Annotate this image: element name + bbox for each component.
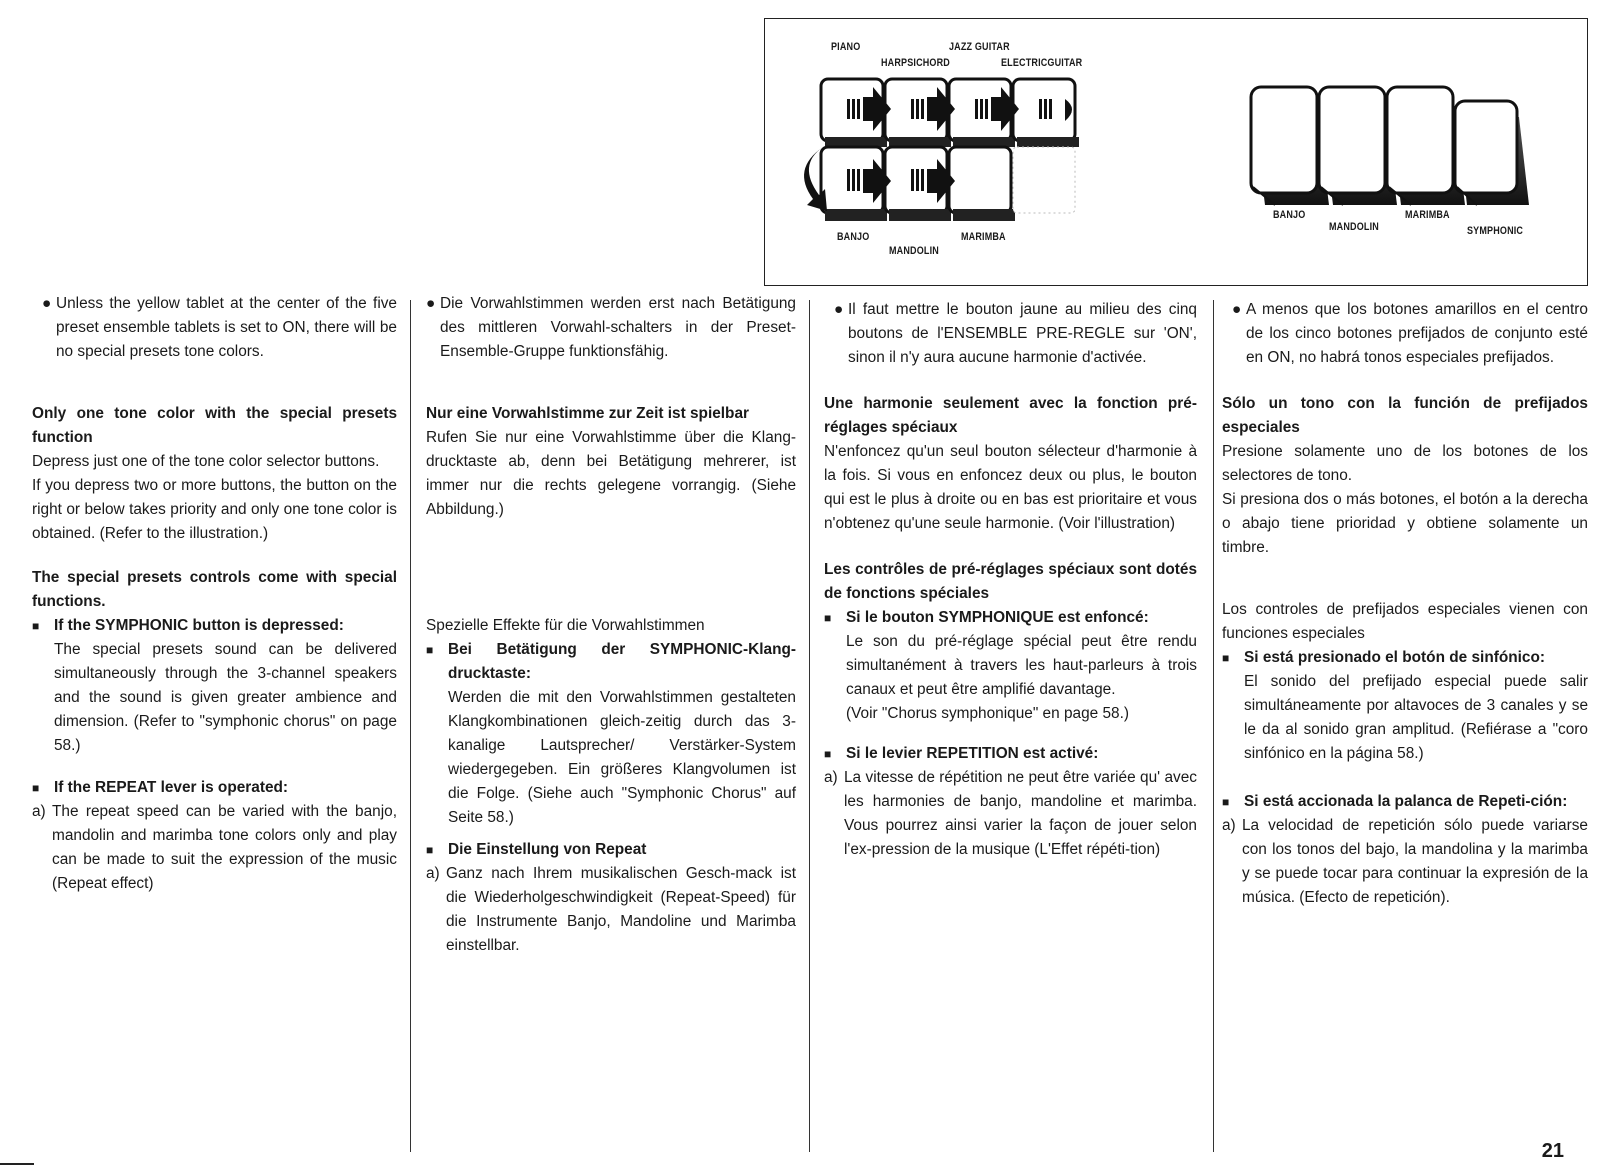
label-harpsichord: HARPSICHORD bbox=[881, 57, 950, 69]
german-heading-1: Nur eine Vorwahlstimme zur Zeit ist spielbar bbox=[426, 405, 749, 422]
label-jazz-guitar: JAZZ GUITAR bbox=[949, 41, 1010, 53]
german-symphonic-title: Bei Betätigung der SYMPHONIC-Klang-drucktaste: bbox=[448, 641, 796, 682]
german-repeat-title: Die Einstellung von Repeat bbox=[448, 841, 647, 858]
german-heading-2: Spezielle Effekte für die Vorwahlstimmen bbox=[426, 617, 705, 634]
french-intro: Il faut mettre le bouton jaune au milieu des cinq boutons de l'ENSEMBLE PRE-REGLE sur 'ON', sinon il n'y aura aucune harmonie d'activée. bbox=[848, 301, 1197, 366]
label-mandolin: MANDOLIN bbox=[889, 245, 939, 257]
button-marimba bbox=[949, 147, 1015, 221]
tablet-label-marimba: MARIMBA bbox=[1405, 209, 1450, 221]
french-heading-2: Les contrôles de pré-réglages spéciaux sont dotés de fonctions spéciales bbox=[824, 561, 1197, 602]
english-list-marker-a: a) bbox=[32, 803, 46, 820]
column-german: ● Die Vorwahlstimmen werden erst nach Betätigung des mittleren Vorwahl-schalters in der Preset-Ensemble-Gruppe funktionsfähig. Nur eine Vorwahlstimme zur Zeit ist spielbar Rufen Sie nur eine Vorwahlstimme über die Klang-drucktaste ab, denn bei Betätigung mehrerer, ist immer nur die rechts gelegene vorrangig. (Siehe Abbildung.) Spezielle Effekte für die Vorwahlstimmen ■ Bei Betätigung der SYMPHONIC-Klang-drucktaste: Werden die mit den Vorwahlstimmen gestalteten Klangkombinationen gleich-zeitig durch das 3-kanalige Lautsprecher/ Verstärker-System wiedergegeben. Ein größeres Klangvolumen ist die Folge. (Siehe auch "Symphonic Chorus" auf Seite 58.) ■ Die Einstellung von Repeat a) Ganz nach Ihrem musikalischen Gesch-mack ist die Wiederholgeschwindigkeit (Repeat-Speed) für die Instrumente Banjo, Mandoline und Marimba einstellbar. bbox=[426, 292, 796, 958]
spanish-heading-1: Sólo un tono con la función de prefijados especiales bbox=[1222, 395, 1588, 436]
label-marimba: MARIMBA bbox=[961, 231, 1006, 243]
english-repeat-title: If the REPEAT lever is operated: bbox=[54, 779, 289, 796]
label-electric-guitar: ELECTRICGUITAR bbox=[1001, 57, 1083, 69]
french-list-marker-a: a) bbox=[824, 769, 838, 786]
spanish-heading-2: Los controles de prefijados especiales vienen con funciones especiales bbox=[1222, 601, 1588, 642]
spanish-symphonic-title: Si está presionado el botón de sinfónico: bbox=[1244, 649, 1546, 666]
english-symphonic-body: The special presets sound can be delivered simultaneously through the 3-channel speakers and the sound is given greater ambience and dimension. (Refer to "symphonic chorus" on page 58.) bbox=[54, 641, 397, 754]
column-english: ● Unless the yellow tablet at the center of the five preset ensemble tablets is set to ON, there will be no special presets tone colors. Only one tone color with the special presets function Depress just one of the tone color selector buttons. If you depress two or more buttons, the button on the right or below takes priority and only one tone color is obtained. (Refer to the illustration.) The special presets controls come with special functions. ■ If the SYMPHONIC button is depressed: The special presets sound can be delivered simultaneously through the 3-channel speakers and the sound is given greater ambience and dimension. (Refer to "symphonic chorus" on page 58.) ■ If the REPEAT lever is operated: a) The repeat speed can be varied with the banjo, mandolin and marimba tone colors only and play can be made to suit the expression of the music (Repeat effect) bbox=[32, 292, 397, 896]
column-divider-2 bbox=[809, 300, 810, 1152]
spanish-repeat-title: Si está accionada la palanca de Repeti-ción: bbox=[1244, 793, 1568, 810]
french-symphonic-body: Le son du pré-réglage spécial peut être rendu simultanément à travers les haut-parleurs à trois canaux et peut être amplifié davantage. bbox=[846, 633, 1197, 698]
tablet-label-banjo: BANJO bbox=[1273, 209, 1306, 221]
crop-mark bbox=[0, 1163, 34, 1165]
column-divider-1 bbox=[410, 300, 411, 1152]
french-repeat-title: Si le levier REPETITION est activé: bbox=[846, 745, 1099, 762]
tablet-label-symphonic: SYMPHONIC bbox=[1467, 225, 1524, 237]
tone-selector-illustration bbox=[764, 18, 1588, 286]
label-banjo: BANJO bbox=[837, 231, 870, 243]
french-repeat-body: La vitesse de répétition ne peut être variée qu' avec les harmonies de banjo, mandoline et marimba. Vous pourrez ainsi varier la façon de jouer selon l'ex-pression de la musique (L'Effet répéti-tion) bbox=[844, 769, 1197, 858]
english-heading-1: Only one tone color with the special presets function bbox=[32, 405, 397, 446]
column-divider-3 bbox=[1213, 300, 1214, 1152]
tablet-mandolin bbox=[1319, 87, 1397, 205]
english-intro: Unless the yellow tablet at the center of the five preset ensemble tablets is set to ON, there will be no special presets tone colors. bbox=[56, 295, 397, 360]
column-spanish: ● A menos que los botones amarillos en el centro de los cinco botones prefijados de conjunto esté en ON, no habrá tonos especiales prefijados. Sólo un tono con la función de prefijados especiales Presione solamente uno de los botones de los selectores de tono. Si presiona dos o más botones, el botón a la derecha o abajo tiene prioridad y obtiene solamente un timbre. Los controles de prefijados especiales vienen con funciones especiales ■ Si está presionado el botón de sinfónico: El sonido del prefijado especial puede salir simultáneamente por altavoces de 3 canales y se le da al sonido gran amplitud. (Refiérase a "coro sinfónico en la página 58.) ■ Si está accionada la palanca de Repeti-ción: a) La velocidad de repetición sólo puede variarse con los tonos del bajo, la mandolina y la marimba y se puede tocar para continuar la expresión de la música. (Efecto de repetición). bbox=[1222, 298, 1588, 910]
french-heading-1: Une harmonie seulement avec la fonction pré-réglages spéciaux bbox=[824, 395, 1197, 436]
spanish-list-marker-a: a) bbox=[1222, 817, 1236, 834]
english-paragraph-2: If you depress two or more buttons, the button on the right or below takes priority and only one tone color is obtained. (Refer to the illustration.) bbox=[32, 477, 397, 542]
german-list-marker-a: a) bbox=[426, 865, 440, 882]
spanish-paragraph-2: Si presiona dos o más botones, el botón a la derecha o abajo tiene prioridad y obtiene solamente un timbre. bbox=[1222, 491, 1588, 556]
french-paragraph-1: N'enfoncez qu'un seul bouton sélecteur d'harmonie à la fois. Si vous en enfoncez deux ou plus, le bouton qui est le plus à droite ou en bas est prioritaire et vous n'obtenez qu'une seule harmonie. (Voir l'illustration) bbox=[824, 443, 1197, 532]
spanish-symphonic-body: El sonido del prefijado especial puede salir simultáneamente por altavoces de 3 canales y se le da al sonido gran amplitud. (Refiérase a "coro sinfónico en la página 58.) bbox=[1244, 673, 1588, 762]
english-heading-2: The special presets controls come with special functions. bbox=[32, 569, 397, 610]
german-repeat-body: Ganz nach Ihrem musikalischen Gesch-mack ist die Wiederholgeschwindigkeit (Repeat-Speed) für die Instrumente Banjo, Mandoline und Marimba einstellbar. bbox=[446, 865, 796, 954]
german-intro: Die Vorwahlstimmen werden erst nach Betätigung des mittleren Vorwahl-schalters in der Preset-Ensemble-Gruppe funktionsfähig. bbox=[440, 295, 796, 360]
spanish-paragraph-1: Presione solamente uno de los botones de los selectores de tono. bbox=[1222, 443, 1588, 484]
english-paragraph-1: Depress just one of the tone color selector buttons. bbox=[32, 453, 380, 470]
label-piano: PIANO bbox=[831, 41, 861, 53]
spanish-repeat-body: La velocidad de repetición sólo puede variarse con los tonos del bajo, la mandolina y la marimba y se puede tocar para continuar la expresión de la música. (Efecto de repetición). bbox=[1242, 817, 1588, 906]
spanish-intro: A menos que los botones amarillos en el centro de los cinco botones prefijados de conjunto esté en ON, no habrá tonos especiales prefijados. bbox=[1246, 301, 1588, 366]
tablet-banjo bbox=[1251, 87, 1329, 205]
german-symphonic-body: Werden die mit den Vorwahlstimmen gestalteten Klangkombinationen gleich-zeitig durch das 3-kanalige Lautsprecher/ Verstärker-System wiedergegeben. Ein größeres Klangvolumen ist die Folge. (Siehe auch "Symphonic Chorus" auf Seite 58.) bbox=[448, 689, 796, 826]
column-french: ● Il faut mettre le bouton jaune au milieu des cinq boutons de l'ENSEMBLE PRE-REGLE sur 'ON', sinon il n'y aura aucune harmonie d'activée. Une harmonie seulement avec la fonction pré-réglages spéciaux N'enfoncez qu'un seul bouton sélecteur d'harmonie à la fois. Si vous en enfoncez deux ou plus, le bouton qui est le plus à droite ou en bas est prioritaire et vous n'obtenez qu'une seule harmonie. (Voir l'illustration) Les contrôles de pré-réglages spéciaux sont dotés de fonctions spéciales ■ Si le bouton SYMPHONIQUE est enfoncé: Le son du pré-réglage spécial peut être rendu simultanément à travers les haut-parleurs à trois canaux et peut être amplifié davantage. (Voir "Chorus symphonique" en page 58.) ■ Si le levier REPETITION est activé: a) La vitesse de répétition ne peut être variée qu' avec les harmonies de banjo, mandoline et marimba. Vous pourrez ainsi varier la façon de jouer selon l'ex-pression de la musique (L'Effet répéti-tion) bbox=[824, 298, 1197, 862]
french-symphonic-ref: (Voir "Chorus symphonique" en page 58.) bbox=[846, 705, 1129, 722]
tablet-symphonic bbox=[1455, 101, 1529, 205]
english-repeat-body: The repeat speed can be varied with the banjo, mandolin and marimba tone colors only and play can be made to suit the expression of the music (Repeat effect) bbox=[52, 803, 397, 892]
french-symphonic-title: Si le bouton SYMPHONIQUE est enfoncé: bbox=[846, 609, 1149, 626]
english-symphonic-title: If the SYMPHONIC button is depressed: bbox=[54, 617, 344, 634]
page-number: 21 bbox=[1541, 1140, 1564, 1162]
tablet-label-mandolin: MANDOLIN bbox=[1329, 221, 1379, 233]
german-paragraph-1: Rufen Sie nur eine Vorwahlstimme über die Klang-drucktaste ab, denn bei Betätigung mehrerer, ist immer nur die rechts gelegene vorrangig. (Siehe Abbildung.) bbox=[426, 429, 796, 518]
button-empty-dotted bbox=[1013, 147, 1075, 213]
tablet-marimba bbox=[1387, 87, 1465, 205]
